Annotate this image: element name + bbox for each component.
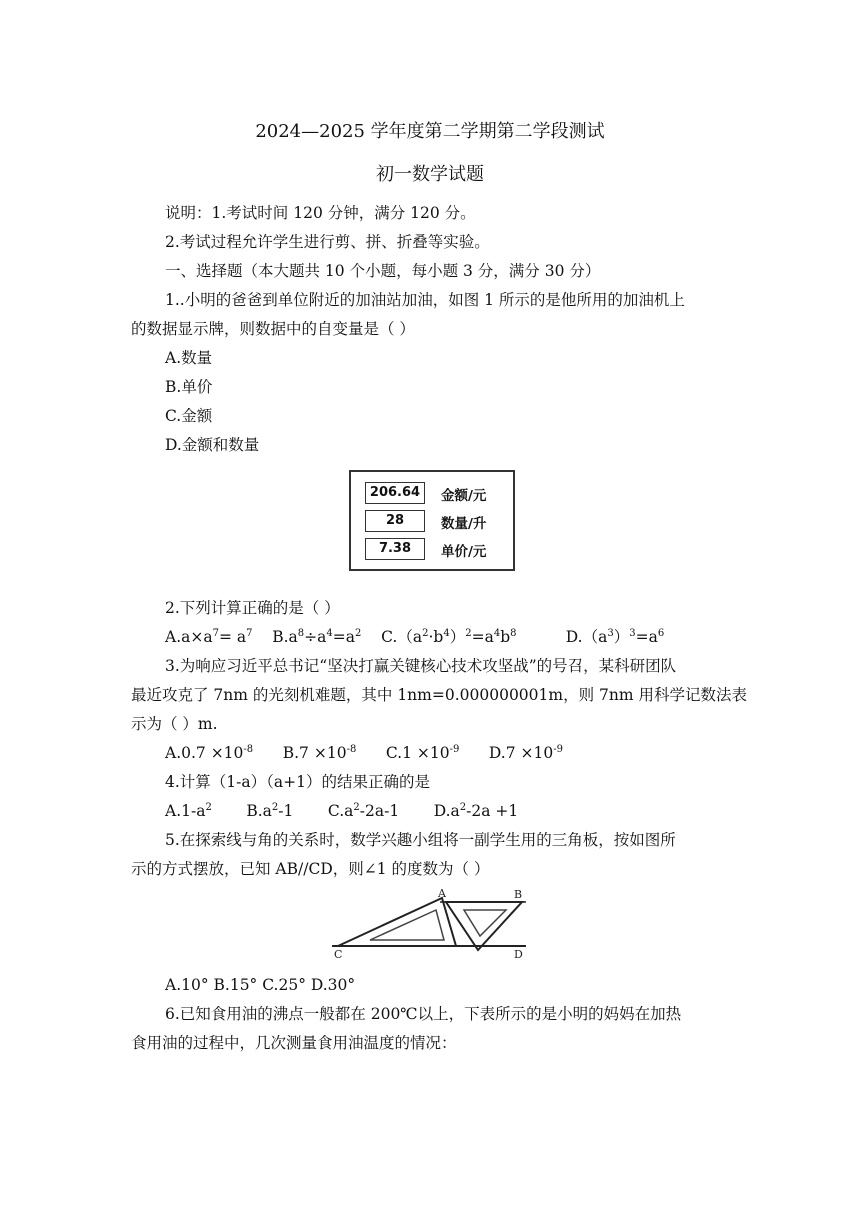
- question-5-line-2: 示的方式摆放，已知 AB//CD，则∠1 的度数为（ ）: [131, 860, 490, 878]
- fuel-pump-display-figure: [349, 470, 515, 571]
- q3-option-c: $C.1 \times 10^{-9}$: [385, 744, 460, 762]
- label-b: B: [514, 888, 523, 901]
- question-5-line-1: 5.在探索线与角的关系时，数学兴趣小组将一副学生用的三角板，按如图所: [165, 831, 676, 849]
- q3-option-d: $D.7 \times 10^{-9}$: [488, 744, 563, 762]
- question-6-line-2: 食用油的过程中，几次测量食用油温度的情况：: [131, 1034, 457, 1052]
- question-2-options: [165, 627, 664, 647]
- display-label-quantity: 数量/升: [441, 516, 487, 532]
- q1-option-d: D.金额和数量: [165, 436, 260, 454]
- thirty-degree-ruler: [338, 898, 456, 946]
- display-row-quantity: [365, 510, 505, 534]
- display-label-price: 单价/元: [441, 544, 487, 560]
- q2-option-c: $C.(a^2\cdot b^4)^2=a^4b^8$: [381, 628, 517, 646]
- q1-option-b: B.单价: [165, 378, 213, 396]
- forty-five-degree-ruler: [446, 902, 522, 950]
- label-a: A: [438, 888, 446, 900]
- q1-option-c: C.金额: [165, 407, 213, 425]
- q4-option-b: $B.a^2-1$: [246, 802, 294, 820]
- q3-option-b: $B.7 \times 10^{-8}$: [282, 744, 357, 762]
- question-3-options: [165, 743, 563, 763]
- display-value-amount: 206.64: [365, 482, 425, 504]
- question-3-line-1: 3.为响应习近平总书记“坚决打赢关键核心技术攻坚战”的号召，某科研团队: [165, 657, 677, 675]
- exam-title: 2024—2025 学年度第二学期第二学段测试: [255, 121, 605, 142]
- label-d: D: [514, 948, 523, 960]
- question-4-stem: 4.计算（1-a）（a+1）的结果正确的是: [165, 773, 430, 791]
- section-heading: 一、选择题（本大题共 10 个小题，每小题 3 分，满分 30 分）: [165, 262, 601, 280]
- question-4-options: [165, 801, 518, 821]
- q4-option-d: $D.a^2-2a +1$: [433, 802, 519, 820]
- display-row-price: [365, 538, 505, 562]
- q1-option-a: A.数量: [165, 349, 213, 367]
- q4-option-a: $A.1-a^2$: [165, 802, 212, 820]
- instruction-line-1: 说明：1.考试时间 120 分钟，满分 120 分。: [165, 204, 476, 222]
- q2-option-a: $A.a\times a^7= a^7$: [165, 628, 253, 646]
- question-5-options: A.10° B.15° C.25° D.30°: [165, 976, 356, 994]
- question-3-line-2: 最近攻克了 7nm 的光刻机难题，其中 1nm=0.000000001m，则 7nm 用科学记数法表: [131, 686, 747, 704]
- display-value-price: 7.38: [365, 538, 425, 560]
- display-label-amount: 金额/元: [441, 488, 487, 504]
- q3-option-a: $A.0.7 \times 10^{-8}$: [165, 744, 254, 762]
- instruction-line-2: 2.考试过程允许学生进行剪、拼、折叠等实验。: [165, 233, 490, 251]
- forty-five-degree-ruler-inner: [464, 910, 506, 936]
- q2-option-d: $D.(a^3)^3=a^6$: [565, 628, 665, 646]
- question-2-stem: 2.下列计算正确的是（ ）: [165, 599, 340, 617]
- question-3-line-3: 示为（ ）m.: [131, 715, 218, 733]
- q2-option-b: $B.a^8\div a^4=a^2$: [272, 628, 362, 646]
- exam-subtitle: 初一数学试题: [376, 164, 484, 185]
- question-1-line-2: 的数据显示牌，则数据中的自变量是（ ）: [131, 320, 415, 338]
- question-6-line-1: 6.已知食用油的沸点一般都在 200℃以上，下表所示的是小明的妈妈在加热: [165, 1005, 682, 1023]
- display-row-amount: [365, 482, 505, 506]
- question-1-line-1: 1..小明的爸爸到单位附近的加油站加油，如图 1 所示的是他所用的加油机上: [165, 291, 685, 309]
- display-value-quantity: 28: [365, 510, 425, 532]
- label-c: C: [334, 948, 343, 960]
- q4-option-c: $C.a^2-2a-1$: [327, 802, 400, 820]
- triangle-rulers-figure: [330, 888, 530, 960]
